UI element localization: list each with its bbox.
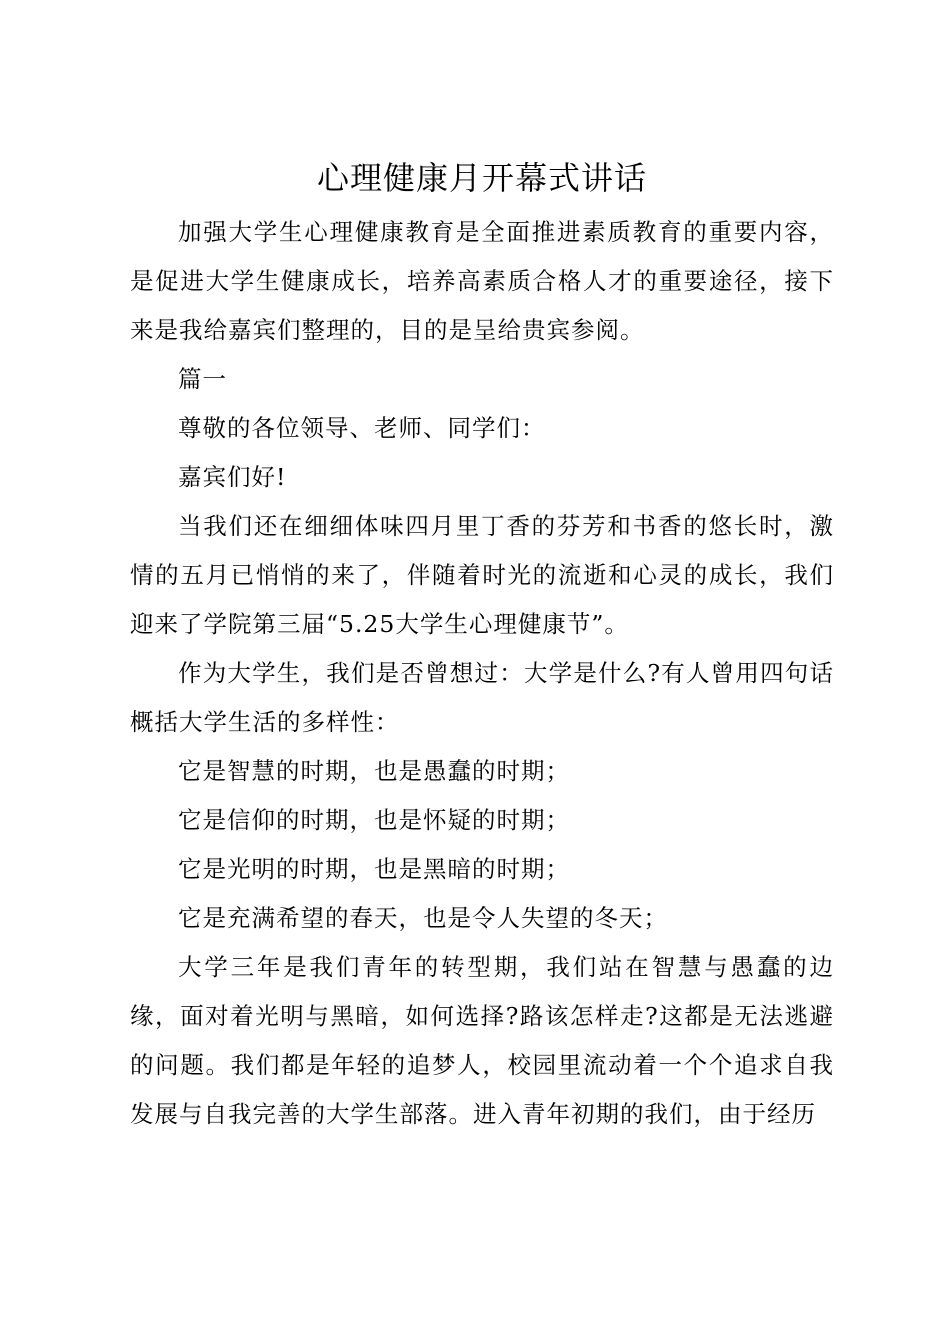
document-page: [130, 152, 834, 1139]
paragraph-line-4: 它是充满希望的春天，也是令人失望的冬天；: [178, 904, 668, 932]
paragraph-line-2: 它是信仰的时期，也是怀疑的时期；: [178, 806, 570, 834]
paragraph-section-heading: 篇一: [178, 365, 227, 393]
paragraph-body: 大学三年是我们青年的转型期，我们站在智慧与愚蠢的边缘，面对着光明与黑暗，如何选择?路该怎样走?这都是无法逃避的问题。我们都是年轻的追梦人，校园里流动着一个个追求自我发展与自我完善的大学生部落。进入青年初期的我们，由于经历: [130, 953, 834, 1128]
paragraph-line-3: 它是光明的时期，也是黑暗的时期；: [178, 855, 570, 883]
paragraph-line-1: 它是智慧的时期，也是愚蠢的时期；: [178, 757, 570, 785]
paragraph-opening: 当我们还在细细体味四月里丁香的芬芳和书香的悠长时，激情的五月已悄悄的来了，伴随着时光的流逝和心灵的成长，我们迎来了学院第三届“5.25大学生心理健康节”。: [130, 512, 834, 638]
paragraph-salutation: 尊敬的各位领导、老师、同学们：: [178, 414, 546, 442]
paragraph-greeting: 嘉宾们好!: [178, 463, 287, 491]
paragraph-question: 作为大学生，我们是否曾想过：大学是什么?有人曾用四句话概括大学生活的多样性：: [130, 659, 834, 736]
document-title: 心理健康月开幕式讲话: [316, 159, 647, 197]
paragraph-intro: 加强大学生心理健康教育是全面推进素质教育的重要内容，是促进大学生健康成长，培养高素质合格人才的重要途径，接下来是我给嘉宾们整理的，目的是呈给贵宾参阅。: [130, 218, 834, 344]
